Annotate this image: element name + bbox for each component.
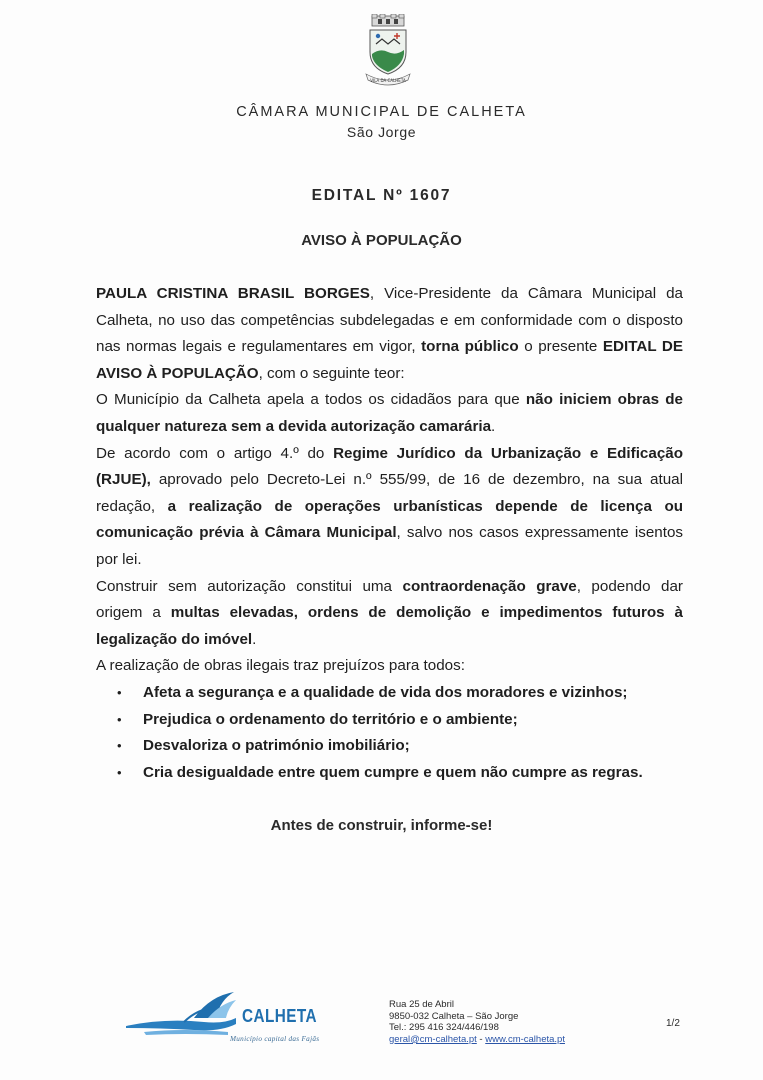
crest-motto: VILA DA CALHETA: [370, 78, 406, 83]
web-line: geral@cm-calheta.pt - www.cm-calheta.pt: [389, 1033, 565, 1045]
coat-of-arms-icon: [356, 14, 420, 86]
logo-wordmark: CALHETA: [242, 1006, 317, 1026]
address-line-1: Rua 25 de Abril: [389, 999, 454, 1010]
island-name: São Jorge: [346, 124, 417, 140]
list-item: • Prejudica o ordenamento do território e o ambiente;: [96, 707, 683, 734]
edital-body: [96, 281, 683, 786]
paragraph-intro: PAULA CRISTINA BRASIL BORGES, Vice-Presidente da Câmara Municipal da Calheta, no uso das competências subdelegadas e em conformidade com o disposto nas normas legais e regulamentares em vigor, torna público o presente EDITAL DE AVISO À POPULAÇÃO, com o seguinte teor:: [96, 285, 684, 382]
paragraph-appeal: O Município da Calheta apela a todos os cidadãos para que não iniciem obras de qualquer natureza sem a devida autorização camarária.: [96, 391, 683, 435]
bullet-icon: •: [117, 711, 122, 727]
list-item: • Afeta a segurança e a qualidade de vida dos moradores e vizinhos;: [96, 680, 683, 707]
phone-line: Tel.: 295 416 324/446/198: [389, 1022, 499, 1034]
edital-subtitle: AVISO À POPULAÇÃO: [301, 232, 462, 249]
list-item: • Cria desigualdade entre quem cumpre e quem não cumpre as regras.: [96, 760, 683, 787]
closing-line: Antes de construir, informe-se!: [270, 817, 493, 834]
bullet-icon: •: [117, 738, 122, 754]
paragraph-harms: A realização de obras ilegais traz prejuízos para todos:: [96, 657, 465, 675]
page-number: 1/2: [666, 1018, 680, 1029]
website-link[interactable]: www.cm-calheta.pt: [485, 1033, 565, 1045]
edital-title: EDITAL Nº 1607: [311, 187, 452, 204]
logo-tagline: Município capital das Fajãs: [230, 1035, 320, 1043]
email-link[interactable]: geral@cm-calheta.pt: [389, 1033, 477, 1045]
harms-list: [96, 680, 683, 786]
address-line-2: 9850-032 Calheta – São Jorge: [389, 1010, 519, 1022]
list-item: • Desvaloriza o património imobiliário;: [96, 733, 683, 760]
paragraph-legal: De acordo com o artigo 4.º do Regime Jurídico da Urbanização e Edificação (RJUE), aprovado pelo Decreto-Lei n.º 555/99, de 16 de dezembro, na sua atual redação, a realização de operações urbanísticas depende de licença ou comunicação prévia à Câmara Municipal, salvo nos casos expressamente isentos por lei.: [96, 444, 683, 568]
bullet-icon: •: [117, 764, 122, 780]
contact-block: [389, 999, 565, 1045]
letterhead: [0, 104, 763, 140]
municipality-name: CÂMARA MUNICIPAL DE CALHETA: [236, 104, 527, 120]
bullet-icon: •: [117, 684, 122, 700]
paragraph-penalties: Construir sem autorização constitui uma contraordenação grave, podendo dar origem a multas elevadas, ordens de demolição e impedimentos futuros à legalização do imóvel.: [96, 577, 683, 648]
